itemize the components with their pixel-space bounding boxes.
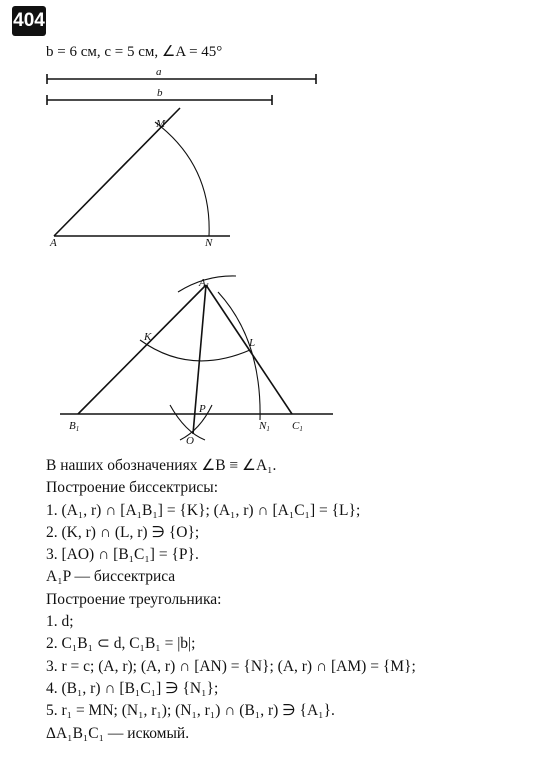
label-O: O	[186, 435, 194, 447]
arc-MN	[155, 122, 209, 236]
label-L: L	[249, 337, 256, 349]
label-A1: A1	[199, 277, 210, 290]
given-conditions: b = 6 см, c = 5 см, ∠A = 45°	[46, 44, 223, 60]
side-A1C1	[206, 285, 292, 414]
solution-line: 2. (K, r) ∩ (L, r) ∋ {O};	[46, 523, 200, 541]
label-P: P	[199, 403, 206, 415]
solution-line: Построение биссектрисы:	[46, 479, 219, 497]
label-N1: N1	[259, 420, 270, 433]
solution-line: 3. r = c; (A, r); (A, r) ∩ [AN) = {N}; (A, r) ∩ [AM) = {M};	[46, 657, 416, 675]
solution-text	[46, 455, 526, 745]
arc-KL	[140, 340, 250, 361]
solution-line: A₁P — биссектриса	[46, 568, 176, 586]
side-A1B1	[78, 285, 206, 414]
solution-line: 5. r₁ = MN; (N₁, r₁); (N₁, r₁) ∩ (B₁, r) ∋ {A₁}.	[46, 702, 335, 720]
solution-line: 1. (A₁, r) ∩ [A₁B₁] = {K}; (A₁, r) ∩ [A₁C₁] = {L};	[46, 501, 361, 519]
solution-line: 3. [AO) ∩ [B₁C₁] = {P}.	[46, 546, 199, 564]
label-b: b	[157, 87, 163, 99]
solution-line: 2. C₁B₁ ⊂ d, C₁B₁ = |b|;	[46, 635, 196, 653]
label-N: N	[205, 237, 213, 249]
label-a: a	[156, 66, 162, 78]
problem-number-badge: 404	[12, 6, 46, 36]
solution-line: В наших обозначениях ∠B ≡ ∠A₁.	[46, 457, 277, 474]
label-M: M	[156, 118, 166, 130]
label-B1: B1	[69, 420, 80, 433]
label-K: K	[144, 331, 152, 343]
solution-line: 4. (B₁, r) ∩ [B₁C₁] ∋ {N₁};	[46, 679, 219, 697]
solution-line: 1. d;	[46, 613, 74, 631]
solution-line: Построение треугольника:	[46, 590, 222, 608]
label-C1: C1	[292, 420, 303, 433]
solution-line: ΔA₁B₁C₁ — искомый.	[46, 724, 190, 742]
label-A: A	[50, 237, 57, 249]
